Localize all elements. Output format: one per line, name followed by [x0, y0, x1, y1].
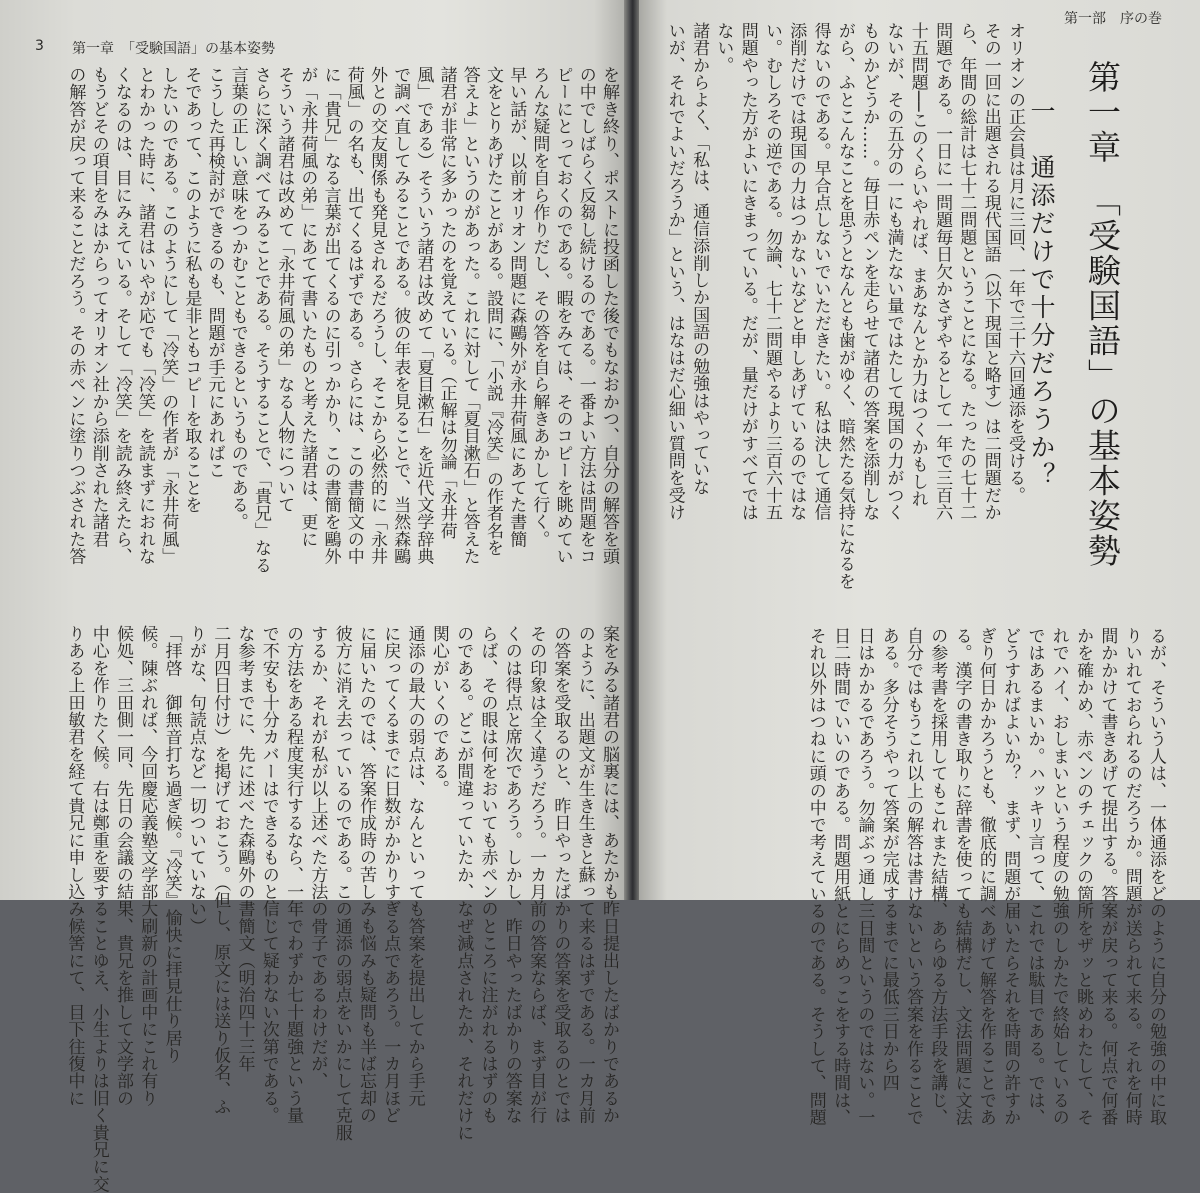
text-line: の答案を受取るのと、昨日やったばかりの答案を受取るのとでは — [550, 625, 571, 1124]
text-line: 二月四日付け）を掲げておこう。（但し、原文には送り仮名、ふ — [210, 625, 231, 1116]
text-line: 問題やった方がよいにきまっている。だが、量だけがすべてでは — [737, 22, 758, 521]
text-line: さらに深く調べてみることである。そうすることで、「貴兄」なる — [251, 66, 271, 574]
section-title: 一 通添だけで十分だろうか？ — [1027, 98, 1056, 490]
page-number: 3 — [35, 38, 44, 54]
text-line: 自分ではもうこれ以上の解答は書けないという答案を作ることで — [903, 627, 923, 1126]
text-line: の解答が戻って来ることだろう。その赤ペンに塗りつぶされた答 — [65, 66, 86, 565]
text-line: 諸君からよく、「私は、通信添削しか国語の勉強はやっていな — [689, 22, 710, 496]
text-line: かを確かめ、赤ペンのチェックの箇所をザッと眺めわたして、そ — [1073, 627, 1094, 1126]
text-line: 早い話が、以前オリオン問題に森鷗外が永井荷風にあてた書簡 — [506, 66, 527, 548]
text-line: オリオンの正会員は月に三回、一年で三十六回通添を受ける。 — [1005, 22, 1025, 504]
text-line: それ以外はつねに頭の中で考えているのである。そうして、問題 — [805, 627, 826, 1126]
text-line: ない。 — [713, 22, 734, 74]
right-page — [639, 0, 1200, 1126]
text-line: 風」である）そういう諸君は改めて「夏目漱石」を近代文学辞典 — [413, 66, 434, 565]
text-line: ピーにとっておくのである。暇をみては、そのコピーを眺めてい — [552, 66, 573, 565]
text-line: したいのである。このようにして「冷笑」の作者が「永井荷風」 — [158, 66, 179, 565]
text-line: 「拝啓 御無音打ち過ぎ候。『冷笑』愉快に拝見仕り居り — [161, 625, 182, 1064]
text-line: ら、年間の総計は七十二問題ということになる。たったの七十二 — [956, 22, 977, 521]
text-line: ものかどうか……。毎日赤ペンを走らせて諸君の答案を添削しな — [859, 22, 880, 521]
text-line: 言葉の正しい意味をつかむこともできるというものである。 — [227, 66, 248, 531]
text-line: 問題である。一日に一問題毎日欠かさずやるとして一年で三百六 — [932, 22, 953, 521]
text-line: こうした再検討ができるのも、問題が手元にあればこ — [204, 66, 225, 479]
text-line: 中心を作りたく候。右は鄭重を要することゆえ、小生よりは旧く貴兄に交 — [88, 625, 109, 1193]
text-line: る。漢字の書き取りに辞書を使っても結構だし、文法問題に文法 — [951, 627, 972, 1126]
text-line: で調べ直してみることである。彼の年表を見ることで、当然森鷗 — [390, 66, 411, 565]
text-line: 十五問題──このくらいやれば、まあなんとか力はつくかもしれ — [907, 22, 928, 508]
text-line: ろんな疑問を自ら作りだし、その答を自ら解きあかして行く。 — [529, 66, 550, 548]
text-line: で不安も十分カバーはできるものと信じて疑わない次第である。 — [258, 625, 279, 1124]
text-line: のように、出題文が生き生きと蘇って来るはずである。一カ月前 — [574, 625, 595, 1124]
text-line: 外との交友関係も発見されるだろうし、そこから必然的に「永井 — [367, 66, 387, 565]
text-line: くなるのは、目にみえている。そして「冷笑」を読み終えたら、 — [111, 66, 132, 565]
text-line: 荷風」の名も、出てくるはずである。さらには、この書簡文の中 — [343, 66, 364, 565]
text-line: 案をみる諸君の脳裏には、あたかも昨日提出したばかりであるか — [599, 625, 619, 1124]
text-line: その印象は全く違うだろう。一カ月前の答案ならば、まず目が行 — [526, 625, 547, 1124]
text-line: るが、そういう人は、一体通添をどのように自分の勉強の中に取 — [1146, 627, 1166, 1126]
book-gutter — [624, 0, 640, 900]
text-line: 添削だけでは現国の力はつかないなどと申しあげているのではな — [786, 22, 807, 521]
text-line: の方法をある程度実行するなら、一年でわずか七十題強という量 — [283, 625, 304, 1124]
text-line: のである。どこが間違っていたか、なぜ減点されたか、それだけに — [453, 625, 474, 1141]
text-line: ないが、その五分の一にも満たない量ではたして現国の力がつく — [883, 22, 904, 521]
text-line: の中でしばらく反芻し続けるのである。一番よい方法は問題をコ — [575, 66, 596, 565]
text-line: とわかった時に、諸君はいやが応でも「冷笑」を読まずにおれな — [135, 66, 155, 565]
text-line: するか、それが私が以上述べた方法の骨子であるわけだが、 — [307, 625, 328, 1090]
text-line: 関心がいくのである。 — [428, 625, 449, 797]
text-line: もうどその項目をみはからってオリオン社から添削された諸君 — [88, 66, 109, 548]
running-header-left: 第一章 「受験国語」の基本姿勢 — [72, 41, 275, 57]
text-line: の参考書を採用してもこれまた結構、あらゆる方法手段を講じ、 — [927, 627, 948, 1126]
text-line: が「永井荷風の弟」にあてて書いたものと考えた諸君は、更に — [297, 66, 318, 548]
text-line: に「貴兄」なる言葉が出てくるのに引っかかり、この書簡を鷗外 — [320, 66, 341, 565]
text-line: を解き終り、ポストに投函した後でもなおかつ、自分の解答を頭 — [599, 66, 619, 565]
text-line: りがな、句読点など一切ついていない） — [185, 625, 206, 935]
text-line: に戻ってくるまでに日数がかかりすぎる点であろう。一カ月ほど — [380, 625, 401, 1124]
text-line: 日二時間でいいのである。問題用紙とにらめっこをする時間は、 — [830, 627, 851, 1126]
text-line: 諸君が非常に多かったのを覚えている。（正解は勿論「永井荷 — [436, 66, 457, 540]
text-line: 通添の最大の弱点は、なんといっても答案を提出してから手元 — [404, 625, 425, 1107]
chapter-title: 第一章 「受験国語」の基本姿勢 — [1083, 60, 1122, 569]
text-line: いが、それでよいだろうか」という、はなはだ心細い質問を受け — [664, 22, 685, 521]
text-line: な参考までに、先に述べた森鷗外の書簡文（明治四十三年 — [234, 625, 255, 1073]
text-line: 文をとりあげたことがある。設問に、「小説『冷笑』の作者名を — [483, 66, 503, 557]
text-line: れでハイ、おしまいという程度の勉強のしかたで終始しているの — [1048, 627, 1069, 1126]
text-line: ではあるまいか。ハッキリ言って、これでは駄目である。では、 — [1024, 627, 1045, 1126]
text-line: がら、ふとこんなことを思うとなんとも歯がゆく、暗然たる気持になるを — [834, 22, 855, 590]
text-line: ぎり何日かかろうとも、徹底的に調べあげて解答を作ることであ — [975, 627, 996, 1126]
text-line: 間かかけて書きあげて提出する。答案が戻って来る。何点で何番 — [1097, 627, 1118, 1126]
text-line: 日はかかるであろう。勿論ぶっ通し三日間というのではない。一 — [854, 627, 875, 1126]
text-line: 候。陳ぶれば、今回慶応義塾文学部大刷新の計画中にこれ有り — [137, 625, 158, 1107]
text-line: い。むしろその逆である。勿論、七十二問題やるより三百六十五 — [762, 22, 782, 521]
text-line: 答えよ」というのがあった。これに対して「夏目漱石」と答えた — [459, 66, 480, 565]
text-line: 候処、三田側一同、先日の会議の結果、貴兄を推して文学部の — [113, 625, 133, 1107]
text-line: くのは得点と席次であろう。しかし、昨日やったばかりの答案な — [501, 625, 522, 1124]
text-line: そういう諸君は改めて「永井荷風の弟」なる人物について — [274, 66, 295, 514]
text-line: 彼方に消え去っているのである。この通添の弱点をいかにして克服 — [331, 625, 352, 1141]
text-line: どうすればよいか？ まず、問題が届いたらそれを時間の許すか — [1000, 627, 1021, 1126]
running-header-right: 第一部 序の巻 — [1064, 11, 1162, 27]
text-line: りいれておられるのだろうか。問題が送られて来る。それを何時 — [1121, 627, 1142, 1126]
text-line: そであって、このように私も是非ともコピーを取ることを — [181, 66, 202, 514]
text-line: らば、その眼は何をおいても赤ペンのところに注がれるはずのも — [477, 625, 498, 1124]
text-line: ある。多分そうやって答案が完成するまでに最低三日から四 — [878, 627, 899, 1092]
text-line: その一回に出題される現代国語（以下現国と略す）は二問題だか — [980, 22, 1001, 521]
text-line: りある上田敏君を経て貴兄に申し込み候筈にて、目下往復中に — [64, 625, 85, 1107]
text-line: 得ないのである。早合点しないでいただきたい。私は決して通信 — [810, 22, 831, 521]
text-line: に届いたのでは、答案作成時の苦しみも悩みも疑問も半ば忘却の — [356, 625, 376, 1124]
